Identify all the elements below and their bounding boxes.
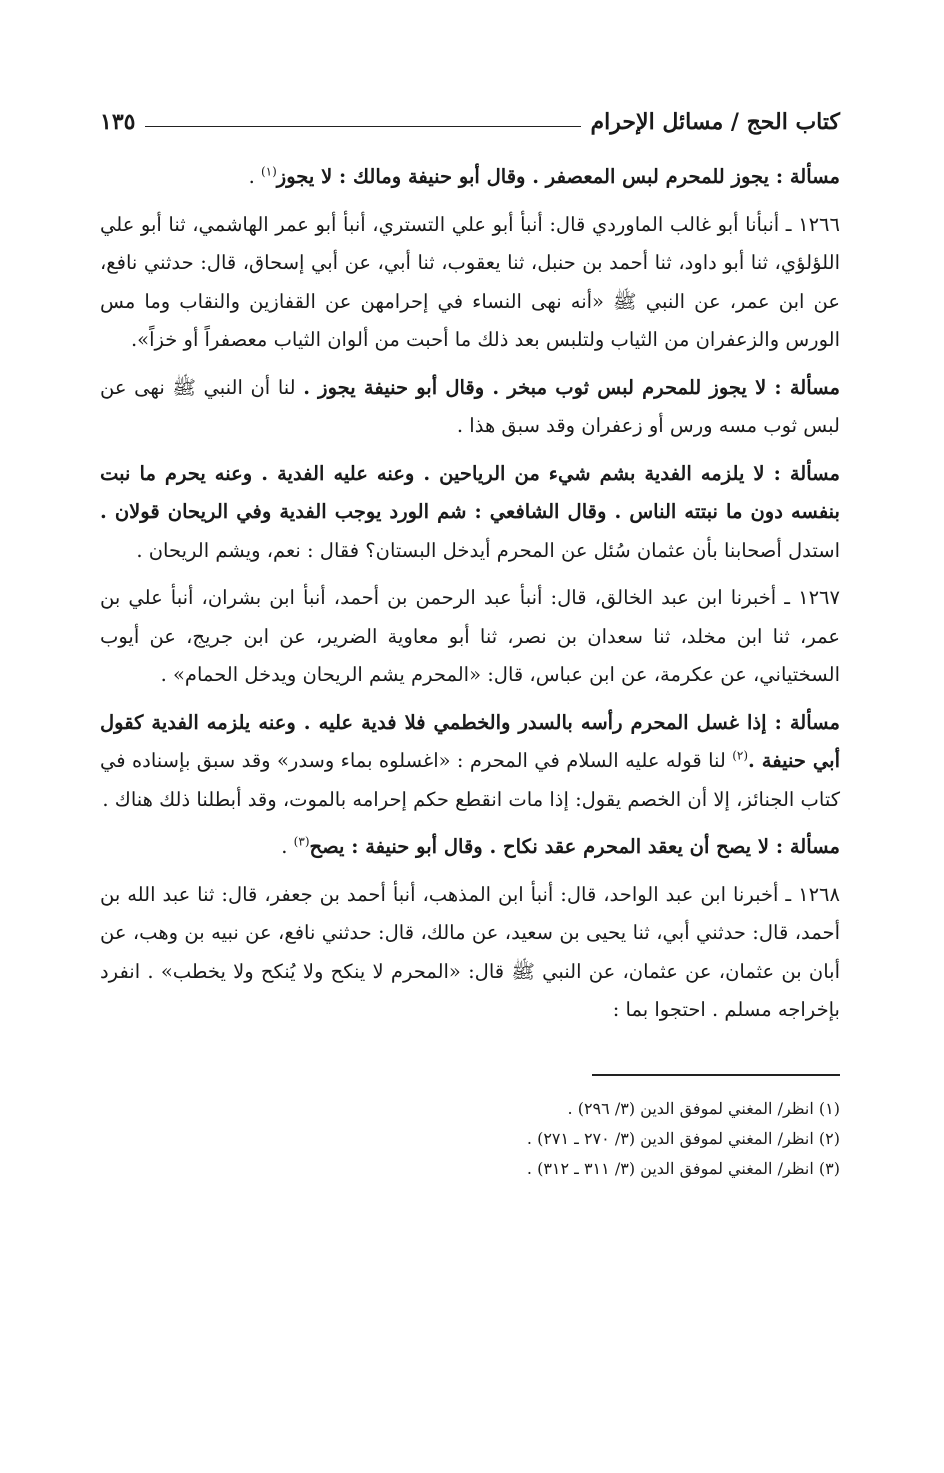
footnote-item: (١) انظر/ المغني لموفق الدين (٣/ ٢٩٦) . [567, 1098, 840, 1118]
footnotes [100, 1094, 840, 1184]
masala-tail: لنا قوله عليه السلام في المحرم : «اغسلوه بماء وسدر» وقد سبق بإسناده في كتاب الجنائز، إلا أن الخصم يقول: إذا مات انقطع حكم إحرامه بالموت، وقد أبطلنا ذلك هناك . [100, 749, 840, 811]
footnote-ref: (٣) [293, 834, 310, 849]
masala-paragraph: مسألة : لا يلزمه الفدية بشم شيء من الرياحين . وعنه عليه الفدية . وعنه يحرم ما نبت بنفسه دون ما نبتته الناس . وقال الشافعي : شم الورد يوجب الفدية وفي الريحان قولان . استدل أصحابنا بأن عثمان سُئل عن المحرم أيدخل البستان؟ فقال : نعم، ويشم الريحان . [100, 461, 840, 562]
hadith-paragraph: ١٢٦٨ ـ أخبرنا ابن عبد الواحد، قال: أنبأ ابن المذهب، أنبأ أحمد بن جعفر، قال: ثنا عبد الله بن أحمد، قال: حدثني أبي، ثنا يحيى بن سعيد، عن مالك، قال: حدثني نافع، عن نبيه بن وهب، عن أبان بن عثمان، عن عثمان، عن النبي ﷺ قال: «المحرم لا ينكح ولا يُنكح ولا يخطب» . انفرد بإخراجه مسلم . احتجوا بما : [100, 882, 840, 1021]
header-rule [145, 126, 580, 127]
running-title: كتاب الحج / مسائل الإحرام [590, 109, 840, 135]
page-number: ١٣٥ [100, 109, 136, 135]
masala-label: مسألة [789, 165, 840, 188]
page-header [100, 100, 840, 144]
footnote-item: (٣) انظر/ المغني لموفق الدين (٣/ ٣١١ ـ ٣١٢) . [526, 1158, 840, 1178]
masala-paragraph: مسألة : إذا غسل المحرم رأسه بالسدر والخطمي فلا فدية عليه . وعنه يلزمه الفدية كقول أبي حنيفة .$^{(٢)}$ لنا قوله عليه السلام في المحرم : «اغسلوه بماء وسدر» وقد سبق بإسناده في كتاب الجنائز، إلا أن الخصم يقول: إذا مات انقطع حكم إحرامه بالموت، وقد أبطلنا ذلك هناك . [100, 710, 841, 811]
masala-label: مسألة [789, 461, 840, 485]
masala-paragraph: مسألة : لا يجوز للمحرم لبس ثوب مبخر . وقال أبو حنيفة يجوز . لنا أن النبي ﷺ نهى عن لبس ثوب مسه ورس أو زعفران وقد سبق هذا . [100, 375, 841, 437]
hadith-paragraph: ١٢٦٦ ـ أنبأنا أبو غالب الماوردي قال: أنبأ أبو علي التستري، أنبأ أبو عمر الهاشمي، ثنا أبو علي اللؤلؤي، ثنا أبو داود، ثنا أحمد بن حنبل، ثنا يعقوب، ثنا أبي، عن أبي إسحاق، قال: حدثني نافع، عن ابن عمر، عن النبي ﷺ «أنه نهى النساء في إحرامهن عن القفازين والنقاب وما مس الورس والزعفران من الثياب ولتلبس بعد ذلك ما أحبت من ألوان الثياب معصفراً أو خزاً». [100, 212, 840, 351]
masala-label: مسألة [789, 835, 840, 858]
footnote-ref: (١) [260, 164, 277, 179]
footnote-separator [592, 1074, 840, 1076]
masala-label: مسألة [789, 375, 841, 399]
footnote-ref: (٢) [732, 748, 749, 763]
masala-ruling: لا يصح أن يعقد المحرم عقد نكاح . وقال أبو حنيفة : يصح [309, 835, 770, 858]
masala-tail: . [248, 165, 261, 188]
masala-paragraph: مسألة : يجوز للمحرم لبس المعصفر . وقال أبو حنيفة ومالك : لا يجوز$^{(١)}$ . [248, 164, 840, 188]
masala-tail: . [281, 835, 294, 858]
masala-ruling: لا يلزمه الفدية بشم شيء من الرياحين . وعنه عليه الفدية . وعنه يحرم ما نبت بنفسه دون ما نبتته الناس . وقال الشافعي : شم الورد يوجب الفدية وفي الريحان قولان . [100, 461, 840, 523]
masala-ruling: إذا غسل المحرم رأسه بالسدر والخطمي فلا فدية عليه . وعنه يلزمه الفدية كقول أبي حنيفة . [100, 710, 841, 772]
hadith-paragraph: ١٢٦٧ ـ أخبرنا ابن عبد الخالق، قال: أنبأ عبد الرحمن بن أحمد، أنبأ ابن بشران، أنبأ علي بن عمر، ثنا ابن مخلد، ثنا سعدان بن نصر، ثنا أبو معاوية الضرير، عن ابن جريج، عن أيوب السختياني، عن عكرمة، عن ابن عباس، قال: «المحرم يشم الريحان ويدخل الحمام» . [100, 586, 840, 686]
masala-tail: استدل أصحابنا بأن عثمان سُئل عن المحرم أيدخل البستان؟ فقال : نعم، ويشم الريحان . [136, 538, 840, 562]
masala-tail: لنا أن النبي ﷺ نهى عن لبس ثوب مسه ورس أو زعفران وقد سبق هذا . [100, 375, 840, 437]
masala-label: مسألة [789, 710, 841, 734]
footnote-item: (٢) انظر/ المغني لموفق الدين (٣/ ٢٧٠ ـ ٢٧١) . [526, 1128, 840, 1148]
masala-paragraph: مسألة : لا يصح أن يعقد المحرم عقد نكاح . وقال أبو حنيفة : يصح$^{(٣)}$ . [281, 834, 840, 858]
masala-ruling: يجوز للمحرم لبس المعصفر . وقال أبو حنيفة ومالك : لا يجوز [276, 165, 770, 188]
masala-ruling: لا يجوز للمحرم لبس ثوب مبخر . وقال أبو حنيفة يجوز . [303, 375, 767, 399]
book-page [100, 100, 840, 1184]
